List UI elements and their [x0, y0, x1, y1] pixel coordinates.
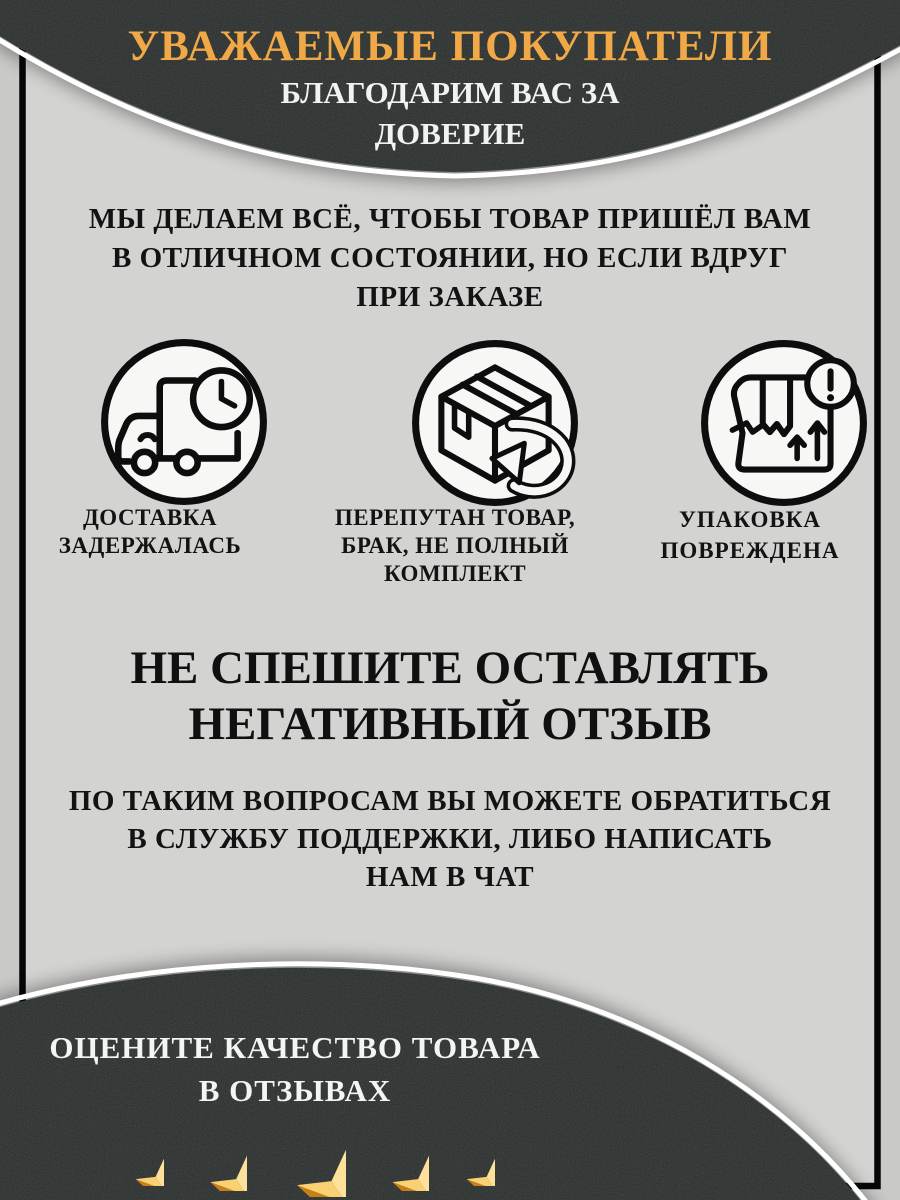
header-subtitle-line-2: ДОВЕРИЕ — [374, 116, 526, 151]
rating-star-icon — [239, 1090, 346, 1197]
intro-line: ПРИ ЗАКАЗЕ — [356, 281, 544, 313]
support-paragraph — [40, 782, 860, 896]
warning-heading-line-1: НЕ СПЕШИТЕ ОСТАВЛЯТЬ — [130, 642, 770, 694]
delivery-truck-clock-icon — [98, 336, 270, 508]
warning-heading — [60, 640, 840, 752]
issue-label-line: БРАК, НЕ ПОЛНЫЙ — [341, 533, 569, 558]
issue-label-line: ДОСТАВКА — [82, 505, 218, 530]
rating-star-icon — [102, 1124, 164, 1186]
intro-line: В ОТЛИЧНОМ СОСТОЯНИИ, НО ЕСЛИ ВДРУГ — [112, 242, 788, 274]
issue-label-line: ЗАДЕРЖАЛАСЬ — [58, 533, 242, 558]
issue-label-delivery — [15, 504, 285, 560]
issue-label-line: ПЕРЕПУТАН ТОВАР, — [334, 505, 576, 530]
intro-paragraph — [50, 200, 850, 317]
rating-star-icon — [167, 1111, 247, 1191]
intro-line: МЫ ДЕЛАЕМ ВСЁ, ЧТОБЫ ТОВАР ПРИШЁЛ ВАМ — [88, 203, 812, 235]
issue-label-damaged-packaging — [615, 504, 885, 566]
issue-label-wrong-item — [320, 504, 590, 588]
issue-label-line: КОМПЛЕКТ — [383, 561, 527, 586]
warning-heading-line-2: НЕГАТИВНЫЙ ОТЗЫВ — [188, 698, 712, 750]
issue-label-line: УПАКОВКА — [678, 507, 821, 532]
support-line: В СЛУЖБУ ПОДДЕРЖКИ, ЛИБО НАПИСАТЬ — [127, 823, 773, 855]
support-line: ПО ТАКИМ ВОПРОСАМ ВЫ МОЖЕТЕ ОБРАТИТЬСЯ — [68, 785, 832, 817]
box-return-arrow-icon — [409, 337, 581, 509]
support-line: НАМ В ЧАТ — [365, 861, 535, 893]
page-title: УВАЖАЕМЫЕ ПОКУПАТЕЛИ — [127, 23, 773, 70]
header-subtitle-line-1: БЛАГОДАРИМ ВАС ЗА — [280, 75, 620, 110]
issue-label-line: ПОВРЕЖДЕНА — [660, 538, 840, 563]
footer-rate-line-2: В ОТЗЫВАХ — [198, 1073, 392, 1108]
rating-star-icon — [349, 1111, 429, 1191]
footer-rate-line-1: ОЦЕНИТЕ КАЧЕСТВО ТОВАРА — [49, 1030, 541, 1065]
rating-star-icon — [433, 1124, 495, 1186]
damaged-package-icon — [698, 337, 870, 509]
header-subtitle — [0, 72, 900, 154]
